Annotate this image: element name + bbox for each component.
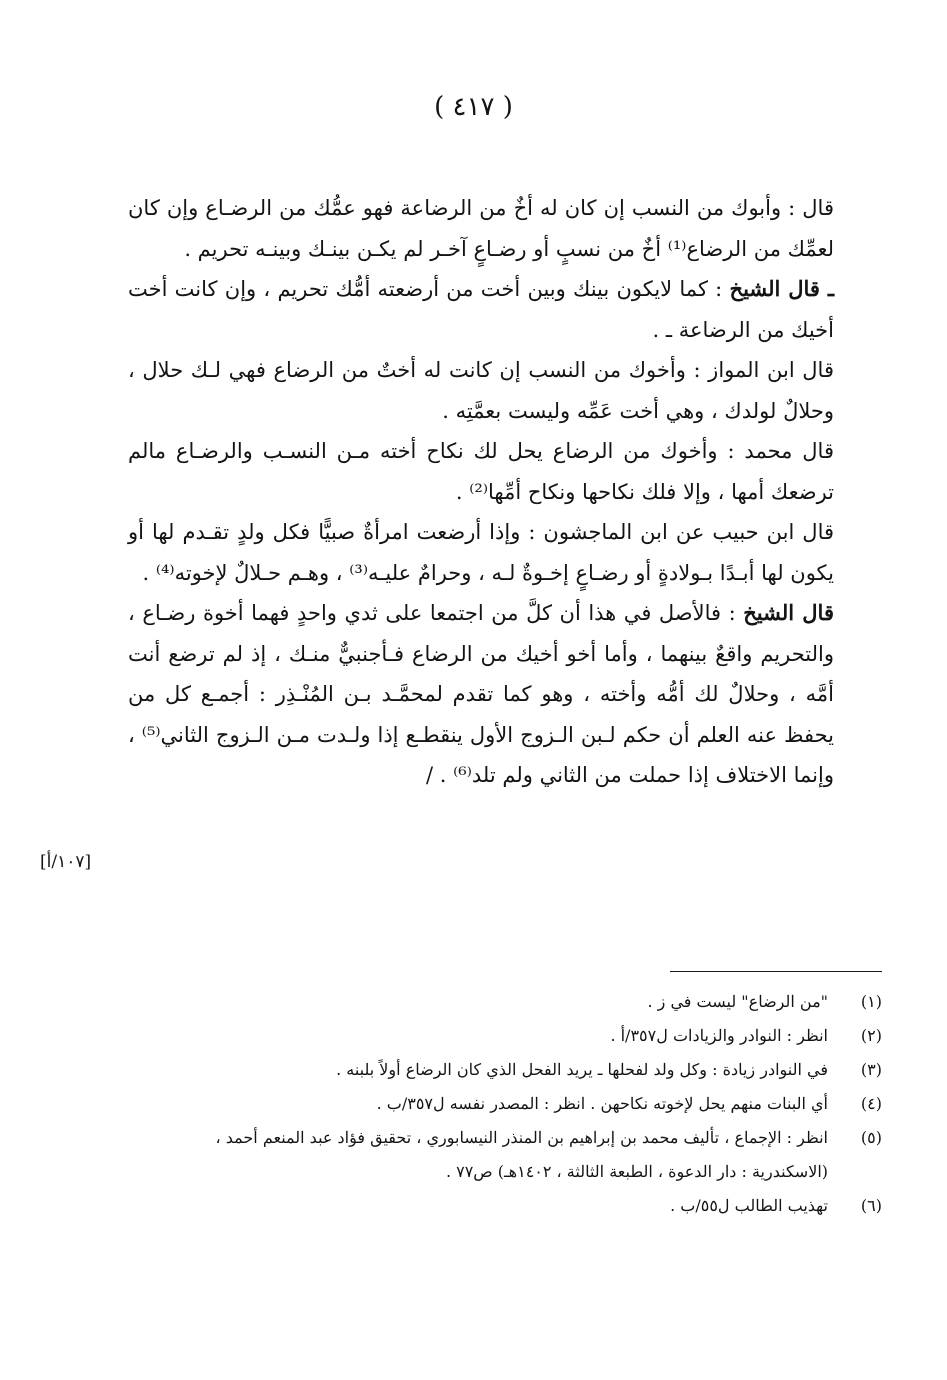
footnote [140,1087,882,1121]
footnote [140,1053,882,1087]
paragraph-text: : فالأصل في هذا أن كلَّ من اجتمعا على ثدي واحدٍ فهما أخوة رضـاع ، والتحريم واقعٌ بينهما ، وأما أخو أخيك من الرضاع فـأجنبيٌّ منـك ، إذ لم ترضع أنت أمَّه ، وحلالٌ لك أمُّه وأخته ، وهو كما تقدم لمحمَّـد بـن المُنْـذِر : أجمـع كل من يحفظ عنه العلم أن حكم لـبن الـزوج الأول ينقطـع إذا ولـدت مـن الـزوج الثاني⁽⁵⁾ ، وإنما الاختلاف إذا حملت من الثاني ولم تلد⁽⁶⁾ . / [128,601,834,787]
paragraph [128,512,834,593]
paragraph [128,269,834,350]
manuscript-folio-marker: [١٠٧/أ] [40,852,92,872]
footnote-text: في النوادر زيادة : وكل ولد لفحلها ـ يريد الفحل الذي كان الرضاع أولاً بلبنه . [336,1060,828,1079]
footnotes [140,985,882,1223]
paragraph-lead: قال الشيخ [743,600,834,625]
paragraph [128,431,834,512]
footnote [140,1121,882,1189]
paragraph-text: قال ابن المواز : وأخوك من النسب إن كانت له أختٌ من الرضاع فهي لـك حلال ، وحلالٌ لولدك ، وهي أخت عَمِّه وليست بعمَّتِه . [128,358,834,423]
footnote [140,1189,882,1223]
footnote-number: (٤) [860,1094,882,1113]
paragraph-lead: ـ قال الشيخ [729,276,834,301]
footnote-number: (١) [860,992,882,1011]
footnote [140,985,882,1019]
footnote-text: "من الرضاع" ليست في ز . [647,992,828,1011]
footnote-number: (٦) [860,1196,882,1215]
paragraph [128,350,834,431]
paragraph-text: : كما لايكون بينك وبين أخت من أرضعته أمُّك تحريم ، وإن كانت أخت أخيك من الرضاعة ـ . [128,277,834,342]
paragraph [128,593,834,796]
footnote [140,1019,882,1053]
paragraph-text: قال ابن حبيب عن ابن الماجشون : وإذا أرضعت امرأةٌ صبيًّا فكل ولدٍ تقـدم لها أو يكون لها أبـدًا بـولادةٍ أو رضـاعٍ إخـوةٌ لـه ، وحرامٌ عليـه⁽³⁾ ، وهـم حـلالٌ لإخوته⁽⁴⁾ . [128,520,834,585]
paragraph-text: قال : وأبوك من النسب إن كان له أخٌ من الرضاعة فهو عمُّك من الرضـاع وإن كان لعمِّك من الرضاع⁽¹⁾ أخٌ من نسبٍ أو رضـاعٍ آخـر لم يكـن بينـك وبينـه تحريم . [128,196,834,261]
footnote-divider [670,971,882,972]
footnote-text: انظر : النوادر والزيادات ل٣٥٧/أ . [610,1026,828,1045]
main-text [128,188,834,796]
footnote-text: انظر : الإجماع ، تأليف محمد بن إبراهيم بن المنذر النيسابوري ، تحقيق فؤاد عبد المنعم أحمد ، (الاسكندرية : دار الدعوة ، الطبعة الثالثة ، ١٤٠٢هـ) ص٧٧ . [215,1128,828,1181]
footnote-number: (٥) [860,1128,882,1147]
page-number: ( ٤١٧ ) [434,92,513,122]
footnote-number: (٢) [860,1026,882,1045]
footnote-text: تهذيب الطالب ل٥٥/ب . [670,1196,828,1215]
paragraph [128,188,834,269]
paragraph-text: قال محمد : وأخوك من الرضاع يحل لك نكاح أخته مـن النسـب والرضـاع مالم ترضعك أمها ، وإلا فلك نكاحها ونكاح أمِّها⁽²⁾ . [128,439,834,504]
footnote-text: أي البنات منهم يحل لإخوته نكاحهن . انظر : المصدر نفسه ل٣٥٧/ب . [376,1094,828,1113]
footnote-number: (٣) [860,1060,882,1079]
